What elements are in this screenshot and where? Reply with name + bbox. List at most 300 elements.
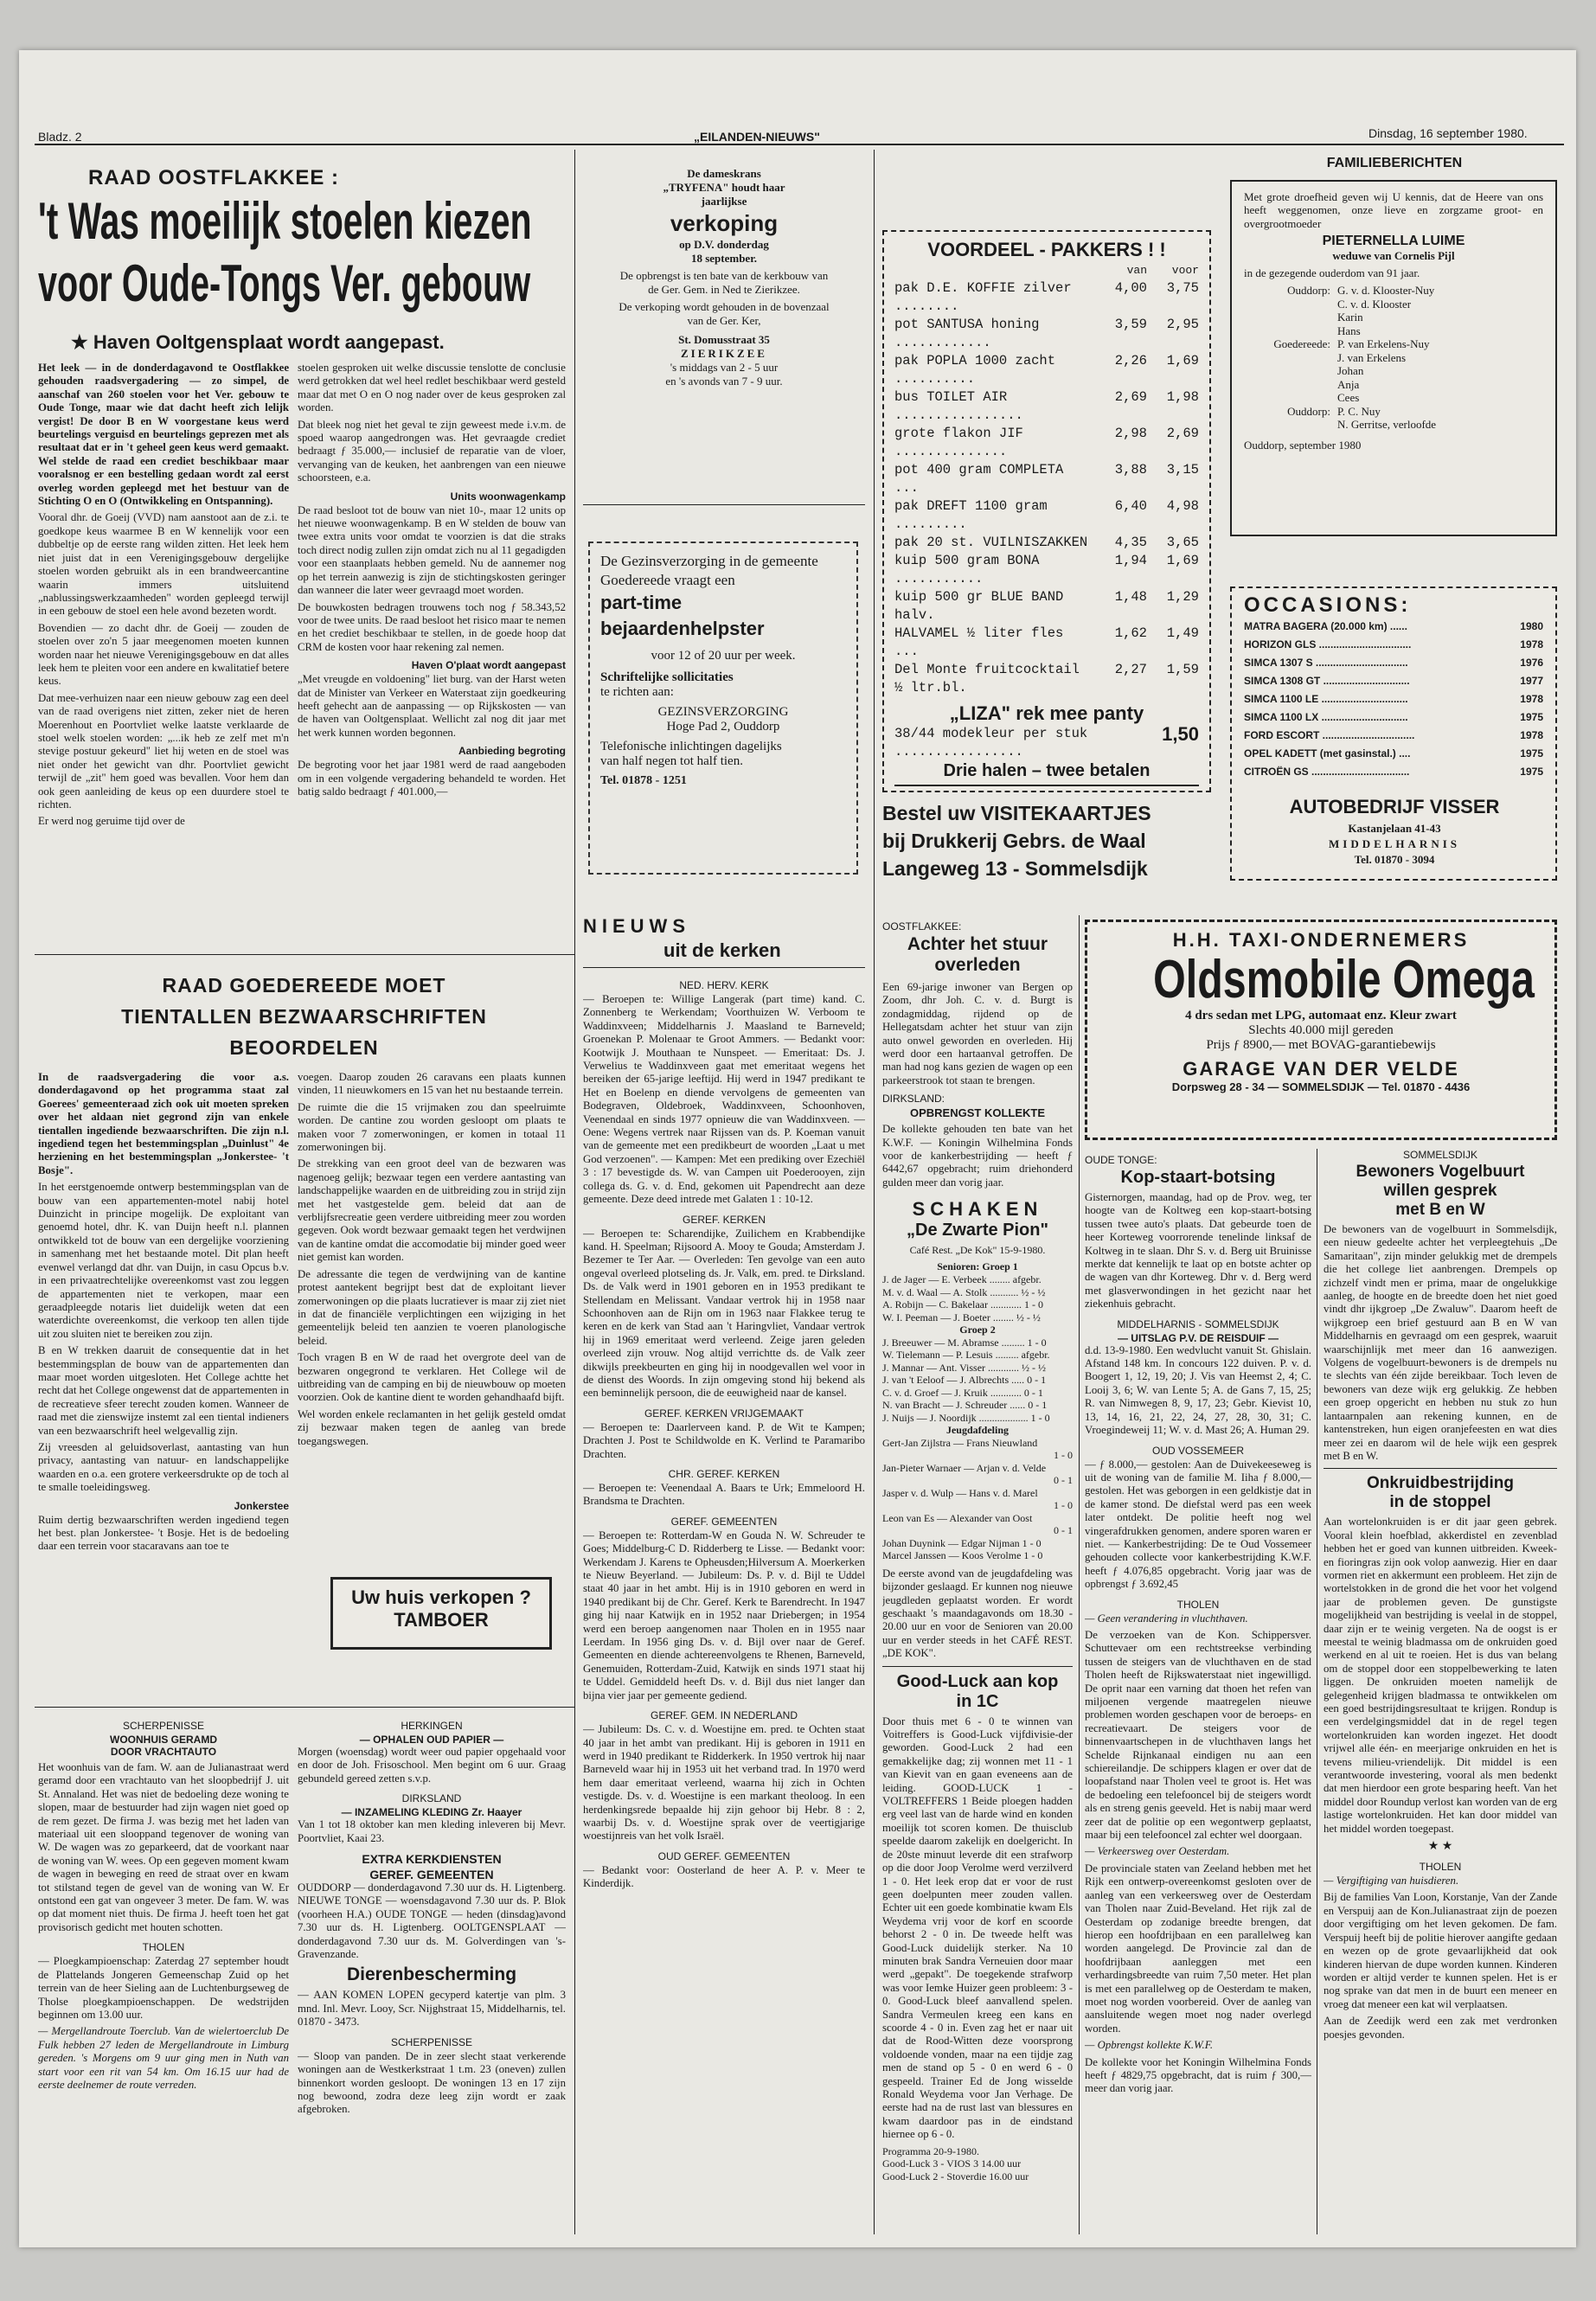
lead-para: Er werd nog geruime tijd over de [38,815,185,828]
goedereede-para: De strekking van een groot deel van de bezwaren was nagenoeg gelijk; bezwaar tegen een verdere aantasting van landschappelijke waarden en de uitbreiding zou in strijd zijn met het vastgestelde gem. beleid dat aan de verblijfsrecreatie geen verdere uitbreiding meer zou worden gegeven. Ook wordt bezwaar gemaakt tegen het verdwijnen van de kantine omdat die accomodatie bij minder goed weer niet gemist kan worden. [298,1157,566,1264]
occasion-car: SIMCA 1100 LE .............................. [1244,693,1408,705]
deal-row [894,352,1199,388]
auction-text: De verkoping wordt gehouden in de bovenzaal van de Ger. Ker, [619,300,830,327]
job-phone: Tel. 01878 - 1251 [600,774,687,787]
goedereede-para: De ruimte die die 15 vrijmaken zou dan speelruimte worden. De cantine zou worden gesloopt om plaats te maken voor 7 zomerwoningen, er komen in totaal 11 zomerwoningen bij. [298,1100,566,1154]
goedereede-para: De adressante die tegen de verdwijning van de kantine protest aantekent begrijpt best dat de exploitant liever zomerwoningen op die plaats lucratiever is maar zij ziet niet in dat de financiële verplichtingen een wijziging in het gemeentelijk beleid ten aanzien te voeren planologische beleid. [298,1267,566,1347]
chess-group: Jeugdafdeling [945,1424,1009,1437]
church-section: NED. HERV. KERK [679,979,769,991]
scherpenisse-text: — Sloop van panden. De in zeer slecht staat verkerende woningen aan de Westkerkstraat 1 t.m. 23 (oneven) zullen binnenkort worden gesloopt. De woningen 13 en 17 zijn nog bewoond, zodra deze leeg zijn wordt er zaak afgebroken. [298,2049,566,2116]
auction-title: verkoping [670,210,779,236]
deal-new-price: 1,69 [1166,553,1199,568]
cards-line-1: Bestel uw VISITEKAARTJES [882,802,1151,824]
goedereede-para: B en W trekken daaruit de consequentie dat in het bestemmingsplan de bouw van de appartementen dan maar moet worden uitgesloten. Het College achtte het recht dat het College ongewenst dat de appartementen in de recreatieve sfeer terecht zouden komen. Wanneer de raad met die zienswijze instemt zal een tiental indieners van een bezwaarschrift heel welgevallig zijn. [38,1344,289,1437]
church-section: CHR. GEREF. KERKEN [668,1468,780,1480]
occasion-year: 1978 [1520,729,1543,741]
goedereede-title-2: TIENTALLEN BEZWAARSCHRIFTEN [121,1005,487,1028]
deal-new-price: 3,15 [1166,462,1199,478]
deal-old-price: 4,00 [1114,280,1147,296]
occasion-car: HORIZON GLS ................................ [1244,638,1412,651]
column-rule [874,150,875,2234]
deal-row [894,534,1199,552]
shipping-place: THOLEN [142,1941,185,1954]
family-place [1244,391,1337,405]
deal-row [894,388,1199,425]
tholen-sub: — Vergiftiging van huisdieren. [1324,1875,1459,1888]
deal-row [894,588,1199,625]
occasion-row [1244,763,1543,781]
chess-result: A. Robijn — C. Bakelaar ............ 1 - 0 [882,1298,1043,1311]
deals-title: VOORDEEL - PAKKERS ! ! [927,239,1166,260]
lead-subhead: Haven O'plaat wordt aangepast [411,659,566,672]
herkingen-place: HERKINGEN [401,1720,463,1732]
family-names: J. van Erkelens [1337,350,1407,364]
deal-item: pot SANTUSA honing ............ [894,317,1040,350]
job-title-1: part-time [600,592,683,613]
tholen-text: Aan de Zeedijk werd een zak met verdronken poesjes gevonden. [1324,2015,1557,2041]
oudetonge-kicker: OUDE TONGE: [1085,1154,1157,1166]
auction-time: 's middags van 2 - 5 uur [670,361,779,374]
goodluck-text: Door thuis met 6 - 0 te winnen van Voitreffers is Good-Luck vijfdivisie-der geworden. Good-Luck 2 had een gemakkelijke dag; zij wonnen met 11 - 1 van Kievit van en gaan eveneens aan de leiding. GOOD-LUCK 1 - VOLTREFFERS 1 Beide ploegen hadden erg veel last van de harde wind en konden moeilijk tot scoren komen. De thuisclub speelde daarom zakelijk en doelgericht. In de 20ste minuut leverde dit een strafworp op die door Joop Verolme werd verzilverd 1 - 0. Het leek erop dat er voor de rust geen doelpunten meer zouden vallen. Echter uit een goede kombinatie kwam Els Weydema vrij voor de korf en scoorde behorst 2 - 0 in. De tweede helft was Good-Luck duidelijk sterker. Na 10 minuten brak Sandra Verneuien door maar werd „gepakt". De toegekende strafworp was voor Iemke Huizer geen probleem: 3 - 0. Good-Luck bleef aanvallend spelen. Sandra Vermeulen kreeg een kans en scoorde 4 - 0 in. Even zag het er naar uit dat de Rood-Witten deze voorsprong voldoende vonden, maar na een tijdje zag men de stand op 5 - 0 en werd 6 - 0 gespeeld. Trainer Ed de Jong wisselde Ronald Weydema voor Jan Verhage. De eerste had na de rust last van blessures en kwam daardoor pas in de eindstand hiernee op 6 - 0. [882,1715,1073,2141]
garage-phone: Tel. 01870 - 3094 [1354,853,1435,866]
tholen-text: Bij de families Van Loon, Korstanje, Van der Zande en Verspuij aan de Kon.Julianastraat zijn de poezen door vergiftiging om het leven gekomen. De fam. Verspuij heeft bij de politie hierover aangifte gedaan en wezen op de grote gevaarlijkheid dat ook kinderen hiervan de dupe worden kunnen. Kinderen worden er altijd verder te kunnen spelen. Het is er nog sprake van dat men in de buurt een meneer en vroeg dat meneer een kat wil verplaatsen. [1324,1891,1557,2010]
newspaper-page [19,50,1576,2247]
chess-result: 1 - 0 [1054,1499,1073,1512]
family-names: Cees [1337,391,1360,405]
occasion-year: 1975 [1520,766,1543,778]
deal-item: bus TOILET AIR ................ [894,389,1023,423]
deal-new-price: 1,69 [1166,353,1199,369]
reisduif-title: — UITSLAG P.V. DE REISDUIF — [1117,1331,1279,1344]
section-rule [583,504,865,505]
lead-para: De begroting voor het jaar 1981 werd de raad aangeboden om in een volgende vergadering behandeld te worden. Het batig saldo bedraagt ƒ 401.000,— [298,759,566,798]
taxi-model: Oldsmobile Omega [1153,952,1535,1009]
deal-new-price: 1,49 [1166,625,1199,641]
vogel-kicker: SOMMELSDIJK [1402,1149,1477,1161]
deal-item: HALVAMEL ½ liter fles ... [894,625,1064,659]
deal-old-price: 3,59 [1114,317,1147,332]
deal-item: kuip 500 gr BLUE BAND halv. [894,589,1064,623]
chess-result: Johan Duynink — Edgar Nijman 1 - 0 [882,1536,1042,1549]
lead-para: „Met vreugde en voldoening" liet burg. van der Harst weten dat de Minister van Verkeer en Waterstaat zijn goedkeuring heeft gehecht aan de aanpassing — op Rijkskosten — van de haven van Ooltgensplaat. Wellicht zal nog dit jaar met het werk kunnen worden begonnen. [298,673,566,739]
occasion-year: 1977 [1520,675,1543,687]
chess-title: SCHAKEN [912,1198,1043,1221]
deals-col-van: van [1126,264,1147,277]
lead-para: Bovendien — zo dacht dhr. de Goeij — zouden de stoelen over zo'n 5 jaar meegenomen moeten kunnen worden naar het nieuwe Verenigingsgebouw en dat alles leek hem te pleiten voor een andere en kwalitatief betere keus. [38,621,289,688]
chess-text: De eerste avond van de jeugdafdeling was bijzonder geslaagd. Er kunnen nog nieuwe jeugdleden geplaatst worden. Er wordt geschaakt 's maandagavonds om 18.30 - 20.00 uur en voor de Senioren van 20.00 uur en verder steeds in het CAFÉ REST. „DE KOK". [882,1567,1073,1660]
cards-line-3: Langeweg 13 - Sommelsdijk [882,857,1148,880]
deal-old-price: 1,48 [1114,589,1147,605]
goedereede-para: Toch vragen B en W de raad het overgrote deel van de bezwaren ongegrond te verklaren. Het College wil de uitbreiding van de camping en bij de nieuwbouw op moeten voorzien. Ook de kantine dient te worden gehandhaafd bijft. [298,1351,566,1404]
church-section: GEREF. KERKEN VRIJGEMAAKT [644,1407,804,1420]
family-place [1244,418,1337,432]
deal-new-price: 1,98 [1166,389,1199,405]
deal-row [894,316,1199,352]
occasions-title: OCCASIONS: [1244,593,1412,617]
tamboer-ad [330,1577,552,1650]
family-place [1244,311,1337,324]
chess-results [882,1273,1073,1562]
family-names: P. C. Nuy [1337,404,1381,418]
family-row [1244,284,1543,298]
tholen-place: THOLEN [1176,1598,1220,1611]
occasion-row [1244,636,1543,654]
deal-old-price: 1,62 [1114,625,1147,641]
shipping-title: WOONHUIS GERAMD [110,1734,217,1746]
church-text: — Beroepen te: Veenendaal A. Baars te Urk; Emmeloord H. Brandsma te Drachten. [583,1482,865,1508]
occasion-car: SIMCA 1307 S ................................ [1244,657,1408,669]
deal-old-price: 2,27 [1114,662,1147,677]
family-row [1244,405,1543,419]
pool-text: Een 69-jarige inwoner van Bergen op Zoom, dhr Joh. C. v. d. Burgt is zondagmiddag, rijdend op de Hellegatsdam achter het stuur van zijn auto onwel geworden en overleden. Hij werd door een hartaanval getroffen. De man had nog kans gezien de wagen op een parkeerstrook tot staan te brengen. [882,981,1073,1086]
church-text: — Beroepen te: Scharendijke, Zuilichem en Krabbendijke kand. H. Speelman; Rijsoord A. Mooy te Gouda; Amsterdam J. Bezemer te Ter Aar. — Overleden: Ten gevolge van een auto ongeval overleed plotseling ds. Jr. Valk, em. pred. te Dirksland. Ds. de Valk werd in 1901 geboren en in 1953 predikant te Stellendam en Melissant. Vandaar vertrok hij in 1958 naar Schoonhoven aan de Rijn om in 1963 naar Flakkee terug te keren en de kerk van Stad aan 't Haringvliet, Vandaar vertrok hij in 1969 emeritaat werd verleend. Zeige jaren geleden overleed zijn vrouw. Nog altijd verrichtte ds. de Valk zeer dikwijls preekbeurten en ging hij in noodgevallen wel voor in de dienst des Woords. In zijn omgeving stond hij bekend als een beminnelijk persoon, die de eeuwigheid naar de kansel. [583,1227,865,1400]
chess-result: J. Mannar — Ant. Visser ............ ½ - ½ [882,1361,1047,1374]
tholen-text: De verzoeken van de Kon. Schippersver. Schuttevaer om een rechtstreekse verbinding tussen de steigers van de vluchthaven en de stad Tholen heeft de Rijkswaterstaat niet ingewilligd. De oprit naar een varning dat thoen het refen van miljoenen vergende maatregelen nieuwe problemen worden geschapen voor de beroeps- en recreatievaart. De steigers voor de binnenvaartschepen in de vluchthaven langs het Schelde Rijnkanaal eindigen nu aan een schiereilandje. De schippers klagen er over dat de loopafstand naar Tholen veel te groot is. Het was de bedoeling een telefooncel bij de steigers wordt als en streng genis geeveld. Het is nabij maar werd zeer dat de politie op een wegontwerp geplaatst, maar bij een telefooncel zal echter wel doorgaan. [1085,1628,1311,1842]
church-title-2: uit de kerken [663,939,781,961]
shipping-text: Het woonhuis van de fam. W. aan de Julianastraat werd geramd door een vrachtauto van het sloopbedrijf J. uit St. Annaland. Het was niet de bedoeling deze woning te slopen, maar de bestuurder had zijn wagen niet goed op de rem gezet. De firma J. was bezig met het laden van materiaal uit een slooppand tegenover de woning van W. De wagen was zo geparkeerd, dat de voorkant naar de woning van W. wees. Op een gegeven moment kwam de wagen in beweging en reed de straat over en kwam tot stilstand tegen de gevel van de woning van W. Er ontstond een gat van ongeveer 3 meter. De fam. W. was op dat moment niet thuis. De firma J. heeft toen het gat provisorisch gedicht met houten schotten. [38,1761,289,1933]
shipping-title: DOOR VRACHTAUTO [110,1746,217,1758]
family-name: PIETERNELLA LUIME [1322,234,1465,249]
taxi-address: Dorpsweg 28 - 34 — SOMMELSDIJK — Tel. 01870 - 4436 [1171,1080,1471,1093]
family-names: P. van Erkelens-Nuy [1337,337,1430,351]
chess-group: Senioren: Groep 1 [937,1260,1018,1273]
chess-result: Leon van Es — Alexander van Oost [882,1511,1033,1524]
kollekte-title: OPBRENGST KOLLEKTE [909,1106,1045,1120]
family-place [1244,351,1337,365]
tamboer-line-2: TAMBOER [394,1609,489,1631]
occasion-year: 1980 [1520,620,1543,632]
liza-price: 1,50 [1162,723,1199,745]
kollekte-kicker: DIRKSLAND: [882,1093,945,1106]
tholen-text: De provinciale staten van Zeeland hebben met het Rijk een ontwerp-overeenkomst gesloten over de aanleg van een verkeersweg over de Oesterdam van Tholen naar Zuid-Beveland. Het rijk zal de Oesterdam op zodanige breedte brengen, dat hierop een hoofdrijbaan en een parallelweg kan worden aangelegd. De Provincie zal dan de hoofdrijbaan aanleggen met een verhardingsbreedte van ruim 7,50 meter. Het plan is met een parallelweg op de Oesterdam te maken, moet nog worden voorbereid. Over de aanleg van aansluitende wegen moet nog nader overlegd worden. [1085,1862,1311,2035]
chess-result: C. v. d. Groef — J. Kruik ............ 0 - 1 [882,1386,1043,1399]
occasion-row [1244,727,1543,745]
onkruid-title: in de stoppel [1389,1493,1491,1512]
goedereede-para: voegen. Daarop zouden 26 caravans een plaats kunnen vinden, 11 nieuwkomers en 15 van het nu bestaande terrein. [298,1071,566,1097]
family-place: Ouddorp: [1287,404,1330,418]
pool-title: Achter het stuur [907,934,1048,954]
tholen-sub: — Opbrengst kollekte K.W.F. [1085,2039,1214,2052]
occasion-row [1244,708,1543,727]
family-row [1244,337,1543,351]
deal-new-price: 1,59 [1166,662,1199,677]
page-number: Bladz. 2 [38,130,82,144]
family-place: Ouddorp: [1287,284,1330,298]
oudetonge-title: Kop-staart-botsing [1120,1168,1276,1187]
chess-result: 0 - 1 [1054,1474,1073,1487]
goedereede-para: In het eerstgenoemde ontwerp bestemmingsplan van de bouw van een appartementen-motel nabij hotel Duinzicht in principe mogelijk. De exploitant van genoemd hotel, dhr. K. van Duijn heeft n.l. plannen ontwikkeld tot de bouw van een dergelijke voorziening in samenhang met het bestaande motel. Dit plan heeft evenwel verlangd dat dhr. van Duijn, in casu Opcus b.v. in een privaatrechtelijke overeenkomst vast zou leggen de appartementen niet te verkopen, maar een geraadpleegde notaris liet duidelijk weten dat een waterdichte overeenkomst, die verkoop ten allen tijde uit zou sluiten niet te bereiken zou zijn. [38,1181,289,1340]
deal-old-price: 1,94 [1114,553,1147,568]
deal-item: Del Monte fruitcocktail ½ ltr.bl. [894,662,1080,695]
vogel-title: met B en W [1395,1201,1485,1219]
job-org: GEZINSVERZORGING [657,705,789,719]
deal-row [894,425,1199,461]
chess-result: Jasper v. d. Wulp — Hans v. d. Marel [882,1486,1038,1499]
herkingen-sub: — OPHALEN OUD PAPIER — [359,1734,504,1746]
deal-item: pak D.E. KOFFIE zilver ........ [894,280,1072,314]
family-age: in de gezegende ouderdom van 91 jaar. [1244,266,1420,280]
chess-result: Jan-Pieter Warnaer — Arjan v. d. Velde [882,1461,1047,1474]
reisduif-place: MIDDELHARNIS - SOMMELSDIJK [1117,1317,1279,1330]
auction-line: jaarlijkse [701,195,747,208]
family-intro: Met grote droefheid geven wij U kennis, dat de Heere van ons heeft weggenomen, onze lieve en zorgzame groot- en overgrootmoeder [1244,190,1543,230]
dirksland-sub: — INZAMELING KLEDING Zr. Haayer [341,1806,522,1819]
paper-name: „EILANDEN-NIEUWS" [694,130,820,144]
church-section: OUD GEREF. GEMEENTEN [657,1849,791,1862]
extra-services-text: OUDDORP — donderdagavond 7.30 uur ds. H. Ligtenberg. NIEUWE TONGE — woensdagavond 7.30 uur ds. P. Blok (voorheen H.A.) OUDE TONGE — heden (dinsdag)avond 7.30 uur ds. H. Ligtenberg. OOLTGENSPLAAT — donderdagavond 7.30 uur ds. M. Golverdingen van 's-Gravenzande. [298,1881,566,1961]
dirksland-text: Van 1 tot 18 oktober kan men kleding inleveren bij Mevr. Poortvliet, Kaai 23. [298,1818,566,1844]
garage-address: Kastanjelaan 41-43 [1348,822,1441,835]
chess-result: Gert-Jan Zijlstra — Frans Nieuwland [882,1436,1038,1449]
auction-text: De opbrengst is ten bate van de kerkbouw van de Ger. Gem. in Ned te Zierikzee. [619,269,829,296]
family-row [1244,311,1543,324]
goedereede-para: Wel worden enkele reclamanten in het gelijk gesteld omdat zij bezwaar maken tegen de aanleg van brede toegangswegen. [298,1407,566,1447]
deals-list [894,279,1199,697]
scherpenisse-place: SCHERPENISSE [390,2035,473,2048]
goedereede-para: Ruim dertig bezwaarschriften werden ingediend tegen het best. plan Jonkerstee- 't Bosje. Het is de bedoeling daar een terrein voor stacaravans aan toe te [38,1513,289,1553]
liza-title: „LIZA" rek mee panty [949,702,1144,724]
occasion-car: FORD ESCORT ................................ [1244,729,1415,741]
family-place [1244,378,1337,392]
church-text: — Bedankt voor: Oosterland de heer A. P. v. Meer te Kinderdijk. [583,1863,865,1890]
cards-ad [882,799,1211,886]
job-address: Hoge Pad 2, Ouddorp [666,720,780,734]
extra-services: EXTRA KERKDIENSTEN [362,1852,502,1867]
family-row [1244,351,1543,365]
pool-title: overleden [934,955,1021,975]
church-text: — Beroepen te: Daarlerveen kand. P. de Wit te Kampen; Drachten J. Post te Schildwolde en K. Verlind te Paramaribo Drachten. [583,1420,865,1460]
onkruid-title: Onkruidbestrijding [1367,1474,1514,1493]
deal-row [894,497,1199,534]
issue-date: Dinsdag, 16 september 1980. [1368,126,1528,140]
occasion-year: 1975 [1520,711,1543,723]
goedereede-title-3: BEOORDELEN [229,1036,379,1059]
goedereede-subhead: Jonkerstee [234,1499,289,1512]
chess-result: 0 - 1 [1054,1524,1073,1537]
occasion-year: 1975 [1520,747,1543,760]
section-rule [583,967,865,968]
lead-kicker: RAAD OOSTFLAKKEE : [88,166,339,189]
job-apply: Schriftelijke sollicitaties [600,670,734,684]
auction-line: De dameskrans [687,167,761,180]
deal-row [894,461,1199,497]
section-rule [35,954,575,955]
lead-para: De bouwkosten bedragen trouwens toch nog ƒ 58.343,52 voor de twee units. De raad besloot het risico maar te nemen en het crediet beschikbaar te stellen, in de goede hoop dat CRM de kosten voor haar rekening zal nemen. [298,600,566,653]
deal-new-price: 2,69 [1166,426,1199,441]
family-place: Goedereede: [1273,337,1330,351]
occasions-list [1244,618,1543,781]
chess-result: M. v. d. Waal — A. Stolk ........... ½ - ½ [882,1285,1046,1298]
dirksland-place: DIRKSLAND [401,1792,462,1805]
lead-para: De raad besloot tot de bouw van niet 10-, maar 12 units op het nieuwe woonwagenkamp. B en W stelden de bouw van twee extra units voor omdat te voorzien is dat die straks toch direct nodig zullen zijn omdat zich nu al 11 gegadigden voor een staanplaats hebben gemeld. Nu de aannemer nog op het terrein aanwezig is zijn de stichtingskosten geringer dan wanneer die later weer gevraagd moet worden. [298,503,566,597]
family-names: Anja [1337,377,1360,391]
vossemeer-text: — ƒ 8.000,— gestolen: Aan de Duivekeeseweg is uit de woning van de familie M. Iiha ƒ 8.000,— gestolen. Het was geborgen in een geldkistje dat in de kamer stond. De diefstal werd pas een week later ontdekt. De politie heeft nog wel vingerafdrukken genomen, andere sporen waren er niet. — Kankerbestrijding: De te Oud Vossemeer gehouden collecte voor kankerbestrijding K.W.F. heeft ƒ 4.076,85 opgebracht. Vorig jaar was de opbrengst ƒ 3.692,45 [1085,1458,1311,1591]
garage-name: AUTOBEDRIJF VISSER [1289,796,1500,817]
family-row [1244,418,1543,432]
occasion-car: SIMCA 1100 LX .............................. [1244,711,1408,723]
auction-line: „TRYFENA" houdt haar [663,181,785,194]
auction-address: St. Domusstraat 35 [678,333,770,346]
family-names: Hans [1337,324,1361,337]
family-names: C. v. d. Klooster [1337,297,1412,311]
chess-result: Marcel Janssen — Koos Verolme 1 - 0 [882,1549,1043,1562]
goedereede-intro: In de raadsvergadering die voor a.s. donderdagavond op het programma staat zal Goerees' gemeenteraad zich ook uit moeten spreken over het aldaan niet gegrond zijn van enkele tientallen ingediende bezwaarschriften. Die zijn n.l. ingediend tegen het bestemmingsplan „Duinlust" 4e herziening en het bestemmingsplan „Jonkerstee- 't Bosje". [38,1071,289,1176]
taxi-kicker: H.H. TAXI-ONDERNEMERS [1172,929,1470,951]
tholen-sub: — Geen verandering in vluchthaven. [1085,1612,1248,1625]
family-names: Johan [1337,364,1364,378]
chess-result: W. Tielemann — P. Lesuis ......... afgebr. [882,1349,1050,1362]
family-row [1244,378,1543,392]
job-title-2: bejaardenhelpster [600,618,765,639]
family-row [1244,324,1543,338]
herkingen-text: Morgen (woensdag) wordt weer oud papier opgehaald voor en door de Joh. Frisoschool. Men begint om 6 uur. Graag gebundeld gereed zetten s.v.p. [298,1746,566,1785]
goodluck-title: in 1C [956,1691,999,1711]
oudetonge-text: Gisternorgen, maandag, had op de Prov. weg, ter hoogte van de Koltweg een kop-staart-botsing tussen twee auto's plaats. Dat gebeurde toen de heer Korteweg voorrorende tenelinde linksaf de Koltweg in te slaan. Dhr S. v. d. Berg uit Bruinisse merkte dat kennelijk te laat op en botste achter op de wagen van dhr Korteweg. Dhr v. d. Berg werd met glasverwondingen in het gezicht naar het ziekenhuis gebracht. [1085,1191,1311,1311]
auction-town: ZIERIKZEE [681,347,767,360]
lead-subtitle: ★ Haven Ooltgensplaat wordt aangepast. [71,331,445,353]
deal-row [894,625,1199,661]
occasion-year: 1976 [1520,657,1543,669]
chess-result: W. I. Peeman — J. Boeter ........ ½ - ½ [882,1311,1041,1324]
auction-line: 18 september. [690,252,758,265]
shipping-text: — Mergellandroute Toerclub. Van de wielertoerclub De Fulk hebben 27 leden de Mergellandroute in Limburg gereden. 's Morgens om 9 uur ging men in Nuth van start voor een rit van 54 km. Om 16.15 uur had de eerste deelnemer de route verreden. [38,2025,289,2091]
goodluck-title: Good-Luck aan kop [896,1671,1059,1691]
tholen-sub: — Verkeersweg over Oesterdam. [1085,1845,1230,1858]
family-row [1244,364,1543,378]
goedereede-para: Zij vreesden al geluidsoverlast, aantasting van hun privacy, aantasting van natuur- en landschappelijke waarden en o.a. een grotere verkeersdrukte op de toch al te smalle toeleidingsweg. [38,1440,289,1494]
lead-title-2: voor Oude-Tongs Ver. gebouw [38,258,531,312]
vogel-text: De bewoners van de vogelbuurt in Sommelsdijk, een nieuw gedeelte achter het verpleegtehuis „De Samaritaan", zijn minder gelukkig met de drempels die het college liet aanbrengen. Drempels op zichzelf vindt men er prima, maar de ongelukkige aanleg, de hoogte en de breedte doen het niet goed vindt dhr ijkgroep „De Zwaluw". Daarom heeft de wijkgroep een brief gestuurd aan B en W van Middelharnis en gevraagd om een gesprek, waaruit waarschijnlijk met meer dan 16 aanwezigen. Volgens de vogelbuurt-bewoners is de drempels nu te slechts van één zijde bereikbaar. Toch leven de bewoners van deze wijk erg gelukkig. Ze hebben een groep opgericht en hebben nu stuk zo hun lantaarnpalen aan rekening kunnen, en de kantenstreken, hun eigen oranjefeesten en wat dies meer zei en daarom wil de hele wijk een gesprek met B en W. [1324,1223,1557,1462]
occasions-ad [1230,586,1557,881]
occasion-car: CITROËN GS .................................. [1244,766,1410,778]
chess-result: J. Breeuwer — M. Abramse ......... 1 - 0 [882,1336,1047,1349]
occasion-row [1244,618,1543,636]
deal-old-price: 3,88 [1114,462,1147,478]
church-section: GEREF. GEMEENTEN [670,1515,778,1528]
taxi-line: 4 drs sedan met LPG, automaat enz. Kleur zwart [1185,1009,1457,1022]
garage-town: MIDDELHARNIS [1328,837,1460,850]
occasion-row [1244,745,1543,763]
goodluck-program: Programma 20-9-1980. [882,2144,979,2157]
deals-ad [882,230,1211,792]
lead-subhead: Aanbieding begroting [458,745,566,758]
zeeuwse-title [894,790,1199,792]
chess-result: N. van Bracht — J. Schreuder ...... 0 - 1 [882,1399,1048,1412]
job-apply: te richten aan: [600,685,674,699]
vogel-title: willen gesprek [1383,1182,1497,1200]
occasion-row [1244,654,1543,672]
tamboer-line-1: Uw huis verkopen ? [351,1586,531,1608]
family-list [1244,284,1543,432]
lead-intro: Het leek — in de donderdagavond te Oostflakkee gehouden raadsvergadering — zo simpel, de aanschaf van 260 stoelen voor het Ver. gebouw te Oude Tonge, maar wie dat dacht heeft zich lelijk vergist! De door B en W voorgestane keus werd beurtelings verguisd en beurtelings geprezen met als resultaat dat er in 't geheel geen keus werd gemaakt. Wel stelde de raad een crediet beschikbaar maar vooralsnog er een bestelling gedaan wordt zal eerst overleg worden gepleegd met het bestuur van de Stichting O en O (Ontwikkeling en Ontspanning). [38,362,289,508]
occasion-row [1244,690,1543,708]
vossemeer-place: OUD VOSSEMEER [1151,1444,1245,1457]
section-rule [35,1707,575,1708]
auction-line: op D.V. donderdag [679,238,769,251]
taxi-garage: GARAGE VAN DER VELDE [1183,1058,1459,1080]
church-section: GEREF. GEM. IN NEDERLAND [650,1709,798,1722]
reisduif-text: d.d. 13-9-1980. Een wedvlucht vanuit St. Ghislain. Afstand 148 km. In concours 122 duiven. P. v. d. Boogert 1, 12, 19, 20; J. Vis van Heemst 2, 4; C. Looij 3, 6; W. van Lente 5; A. de Gans 7, 15, 25; R. van Nimwegen 8, 9, 17, 23; Gebr. Kievist 10, 13, 14, 16, 21, 22, 24, 27, 28, 30, 31; C. Vroegindeweij 11; W. v. d. Mast 26; A. Human 29. [1085,1343,1311,1437]
family-names: G. v. d. Klooster-Nuy [1337,284,1435,298]
auction-time: en 's avonds van 7 - 9 uur. [665,375,783,388]
deal-row [894,279,1199,316]
job-info: Telefonische inlichtingen dagelijks [600,740,782,753]
job-hours: voor 12 of 20 uur per week. [651,649,796,663]
deal-new-price: 2,95 [1166,317,1199,332]
liza-line: 38/44 modekleur per stuk ................ [894,726,1088,760]
deal-new-price: 4,98 [1166,498,1199,514]
cards-line-2: bij Drukkerij Gebrs. de Waal [882,830,1146,852]
kollekte-text: De kollekte gehouden ten bate van het K.W.F. — Koningin Wilhelmina Fonds voor de kankerbestrijding — heeft ƒ 6442,67 opgebracht; ruim driehonderd gulden meer dan vorig jaar. [882,1123,1073,1189]
church-text: — Jubileum: Ds. C. v. d. Woestijne em. pred. te Ochten staat 40 jaar in het ambt van predikant. Hij is geboren in 1911 en werd in 1940 predikant te Ridderkerk. In 1950 vertrok hij naar Barneveld waar hij in 1953 uit het verband trad. In 1970 werd hem daar emeritaat verleend, waarna hij zich in Ochten vestigde. Ds. v. d. Woestijne is een markant theoloog. In een herdenkingsrede bepaalde hij zijn gehoor bij Hebr. 8 : 2, waarbij Ds. v. d. Woestijne sprak over de veertigjarige woestijnreis van het volk Israël. [583,1723,865,1843]
tholen-text: De kollekte voor het Koningin Wilhelmina Fonds heeft ƒ 4829,75 opgebracht, dat is ruim ƒ 300,— meer dan vorig jaar. [1085,2055,1311,2095]
church-section: GEREF. KERKEN [682,1213,766,1226]
lead-para: stoelen gesproken uit welke discussie tenslotte de conclusie werd getrokken dat wel heel redlet beschikbaar werd gesteld maar dat met O en O nog nader over de keus gesproken zal worden. [298,362,566,414]
deal-row [894,661,1199,697]
chess-result: J. van 't Eeloof — J. Albrechts ..... 0 - 1 [882,1374,1047,1387]
family-row [1244,391,1543,405]
family-place [1244,298,1337,311]
family-place [1244,364,1337,378]
onkruid-text: Aan wortelonkruiden is er dit jaar geen gebrek. Vooral klein hoefblad, akkerdistel en zevenblad hebben het er goed van kunnen uitbreiden. Kweek- en fioringras zijn ook volop aanwezig. Hier en daar vormen riet en akkermunt een probleem. Het zijn de wortelstokken in de grond die het voor het volgend jaar de problemen geven. De gunstigste mogelijkheid van bestrijding is veelal in de stoppel, daar zijn er te weinig vergeten. Na de oogst is er meestal te weinig bladmassa om de onkruiden goed werkend en al uit te roeien. Het is dus van belang om de stoppel door een stoppelbewerking te laten liggen. De onkruiden moeten namelijk de gelegenheid krijgen bladmassa te ontwikkelen om een goed bestrijdingsresultaat te krijgen. Rondup is een verdelgingsmiddel dat in de regel tegen wortelonkruiden kan worden ingezet. Het doodt vrijwel alle één- en meerjarige onkruiden en het is tevens milieu-vriendelijk. Dit middel is een verantwoorde investering, vooral als men bedenkt dat men hierdoor een grote besparing heeft. Van het middel door Roundup verlost kan worden van de erg lastige wortelonkruiden. Het kan door middel van het middel worden toegepast. [1324,1516,1557,1835]
column-rule [574,150,575,2234]
deal-item: pot 400 gram COMPLETA ... [894,462,1064,496]
church-text: — Beroepen te: Willige Langerak (part time) kand. C. Zonnenberg te Werkendam; Voorthuizen W. Verboom te Waddinxveen; Middelharnis J. Maasland te Barneveld; Groenekan P. Molenaar te Groot Ammers. — Bedankt voor: Kootwijk J. Mouthaan te Nunspeet. — Emeritaat: Ds. J. Verwelius te Waddinxveen gaat met emeritaat wegens het bereiken der 65-jarige leeftijd. Hij werd in 1947 predikant te Het en Boelenp en diende vervolgens de gemeenten van Bodegraven, Oldebroek, Waddinxveen, Schoonhoven, Veenendaal en sinds 1977 opnieuw die van Waddinxveen. — Oene: Wegens vertrek naar Rijssen van ds. P. Koeman vanuit van de gemeente met een predikbeurt de woorden „Laat u met God verzoenen". — Kampen: Met een prediking over Ezechiël 3 : 17 bevestigde ds. W. van Campen uit Poederooyen, zijn collega ds. G. v. d. End, gekomen uit Papendrecht aan deze gemeente. Deze deed intrede met Galaten 1 : 10-12. [583,993,865,1206]
lead-para: Dat bleek nog niet het geval te zijn geweest mede i.v.m. de spoed waarop aangedrongen was. Het gevraagde crediet bedraagt ƒ 35.000,— inclusief de reparatie van de vloer, vervanging van de keuken, het aanbrengen van een nieuwe schoorsteen, e.a. [298,418,566,484]
goedereede-title-1: RAAD GOEDEREEDE MOET [162,974,446,997]
deal-item: pak DREFT 1100 gram ......... [894,498,1048,532]
shipping-place: SCHERPENISSE [122,1720,205,1732]
lead-subhead: Units woonwagenkamp [450,490,566,503]
tholen-place: THOLEN [1419,1861,1462,1874]
taxi-line: Prijs ƒ 8900,— met BOVAG-garantiebewijs [1206,1038,1436,1052]
taxi-line: Slechts 40.000 mijl gereden [1248,1023,1394,1037]
chess-group: Groep 2 [959,1324,996,1336]
family-names: Karin [1337,311,1363,324]
job-info: van half negen tot half tien. [600,754,743,768]
deal-item: kuip 500 gram BONA ........... [894,553,1040,586]
church-title-1: NIEUWS [583,915,690,937]
family-row [1244,298,1543,311]
chess-result: J. Nuijs — J. Noordijk ................... 1 - 0 [882,1411,1050,1424]
animal-text: — AAN KOMEN LOPEN gecyperd katertje van plm. 3 mnd. Inl. Mevr. Looy, Scr. Nijghstraat 15, Middelharnis, tel. 01870 - 3473. [298,1989,566,2029]
occasion-row [1244,672,1543,690]
lead-para: Vooral dhr. de Goeij (VVD) nam aanstoot aan de z.i. te goedkope keus waarmee B en W kennelijk voor een dubbeltje op de eerste rang wilden zitten. Het leek hem niet juist dat in een Verenigingsgebouw dergelijke stoelen worden gebruikt als in een brandweercantine waarin immers uitsluitend „nablussingswerkzaamheden" worden gepleegd terwijl in een gebouw de stoel een hele avond bezeten wordt. [38,511,289,618]
family-heading: FAMILIEBERICHTEN [1326,156,1463,170]
family-notice [1230,180,1557,536]
header-rule [35,144,1564,145]
job-intro: De Gezinsverzorging in de gemeente Goedereede vraagt een [600,553,818,588]
lead-para: Dat mee-verhuizen naar een nieuw gebouw zag een deel van de raad overigens niet zitten, zeker niet de heren Moerenhout en Poortvliet welke laatste verklaarde de stoel welk stoelen worden: „...ik heb ze zelf met m'n stevige postuur gekeurd" liet hij weten en de stoel was niet onder het gewicht van dhr. Poortvliet gewicht terwijl de „zit" hem goed was bevallen. Voor hem dan ook geen aanleiding de keus op een duurdere stoel te richten. [38,691,289,811]
family-place [1244,324,1337,338]
deals-col-voor: voor [1171,264,1199,277]
drie-halen: Drie halen – twee betalen [943,761,1151,780]
pool-kicker: OOSTFLAKKEE: [882,920,962,933]
occasion-car: OPEL KADETT (met gasinstal.) .... [1244,747,1411,760]
deal-new-price: 1,29 [1166,589,1199,605]
occasion-car: MATRA BAGERA (20.000 km) ...... [1244,620,1407,632]
chess-club: „De Zwarte Pion" [907,1221,1048,1240]
church-text: — Beroepen te: Rotterdam-W en Gouda N. W. Schreuder te Goes; Middelburg-C D. Ridderberg te Lisse. — Bedankt voor: Werkendam J. Karens te Opheusden;Hilversum A. Moerkerken te Nieuw Beyerland. — Jubileum: Ds. P. v. d. Bijl te Uddel staat 40 jaar in het ambt. Hij is in 1910 geboren en werd in 1940 predikant bij de Chr. Geref. Kerk te Barendrecht. In 1947 ging hij naar Katwijk en in 1952 naar Driebergen; in 1954 werd een beroep aangenomen naar Tholen en in 1955 naar Leerdam. In 1956 ging Ds. v. d. Bijl over naar de Geref. Gemeenten en diende achtereenvolgens te Rhenen, Barneveld, Genemuiden, Rotterdam-Zuid, Katwijk en sinds 1971 staat hij te Uddel. Gemiddeld heeft Ds. v. d. Bijl dus niet langer dan bijna vier jaar per gemeente gediend. [583,1529,865,1702]
occasion-year: 1978 [1520,693,1543,705]
shipping-text: — Ploegkampioenschap: Zaterdag 27 september houdt de Plattelands Jongeren Gemeenschap Zuid op het terrein van de heer Sieling aan de Luchtenburgseweg de Tholse ploegkampioenschappen. De wedstrijden beginnen om 13.00 uur. [38,1955,289,2021]
deal-old-price: 2,69 [1114,389,1147,405]
taxi-ad [1085,920,1557,1140]
family-footer: Ouddorp, september 1980 [1244,438,1362,452]
column-rule [1079,915,1080,2234]
deal-old-price: 4,35 [1114,535,1147,550]
animal-protection: Dierenbescherming [346,1965,517,1985]
